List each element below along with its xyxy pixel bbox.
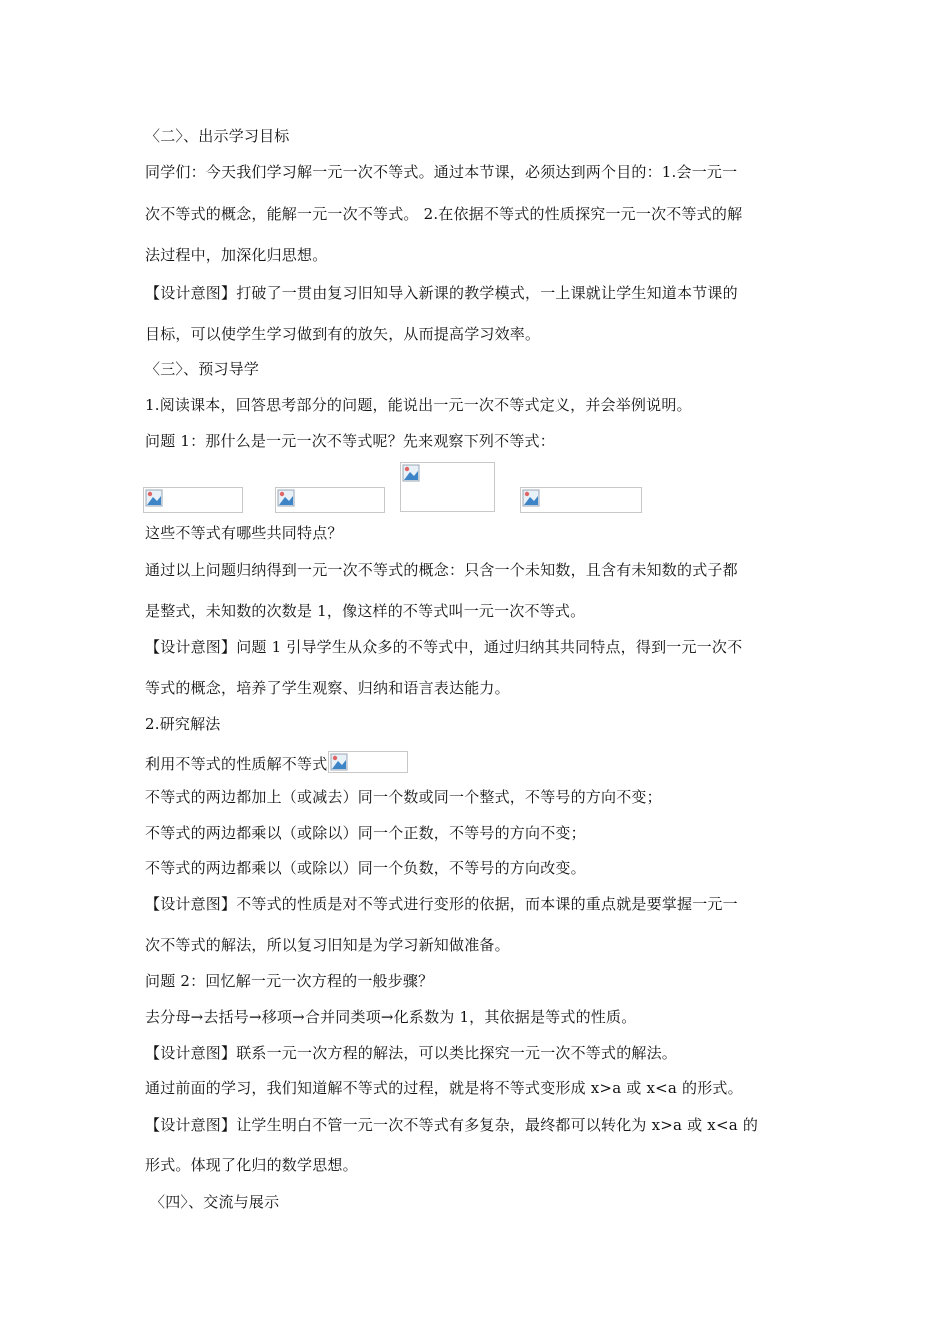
- paragraph-line: 等式的概念，培养了学生观察、归纳和语言表达能力。: [145, 679, 510, 697]
- property-line-2: 不等式的两边都乘以（或除以）同一个正数，不等号的方向不变；: [145, 824, 586, 842]
- broken-image-icon: [402, 464, 420, 482]
- section-heading-3: 〈三〉、预习导学: [145, 360, 260, 378]
- section-heading-2: 〈二〉、出示学习目标: [145, 127, 290, 145]
- question-2: 问题 2：回忆解一元一次方程的一般步骤？: [145, 972, 434, 990]
- paragraph-line-with-image: [145, 751, 815, 774]
- paragraph-line: 形式。体现了化归的数学思想。: [145, 1156, 358, 1174]
- inequality-image-4: [520, 487, 642, 513]
- inequality-image-5: [328, 751, 408, 773]
- inequality-image-3: [400, 462, 495, 512]
- broken-image-icon: [330, 753, 348, 771]
- design-intent-line: 【设计意图】打破了一贯由复习旧知导入新课的教学模式，一上课就让学生知道本节课的: [145, 284, 738, 302]
- paragraph-line: 是整式，未知数的次数是 1，像这样的不等式叫一元一次不等式。: [145, 602, 586, 620]
- section-heading-4: 〈四〉、交流与展示: [150, 1193, 280, 1211]
- design-intent-line: 【设计意图】联系一元一次方程的解法，可以类比探究一元一次不等式的解法。: [145, 1044, 678, 1062]
- paragraph-line: 通过以上问题归纳得到一元一次不等式的概念：只含一个未知数，且含有未知数的式子都: [145, 561, 738, 579]
- inequality-image-2: [275, 487, 385, 513]
- paragraph-line: 这些不等式有哪些共同特点？: [145, 524, 343, 542]
- paragraph-line: 通过前面的学习，我们知道解不等式的过程，就是将不等式变形成 x>a 或 x<a 的形式。: [145, 1079, 743, 1097]
- paragraph-line: 1.阅读课本，回答思考部分的问题，能说出一元一次不等式定义，并会举例说明。: [145, 396, 692, 414]
- design-intent-line: 【设计意图】让学生明白不管一元一次不等式有多复杂，最终都可以转化为 x>a 或 x<a 的: [145, 1116, 759, 1134]
- property-line-3: 不等式的两边都乘以（或除以）同一个负数，不等号的方向改变。: [145, 859, 586, 877]
- broken-image-icon: [277, 489, 295, 507]
- broken-image-icon: [522, 489, 540, 507]
- paragraph-text: 利用不等式的性质解不等式: [145, 755, 328, 773]
- paragraph-line: 目标，可以使学生学习做到有的放矢，从而提高学习效率。: [145, 325, 541, 343]
- property-line-1: 不等式的两边都加上（或减去）同一个数或同一个整式，不等号的方向不变；: [145, 788, 662, 806]
- paragraph-line: 法过程中，加深化归思想。: [145, 246, 328, 264]
- inequality-image-1: [143, 487, 243, 513]
- design-intent-line: 【设计意图】问题 1 引导学生从众多的不等式中，通过归纳其共同特点，得到一元一次不: [145, 638, 743, 656]
- question-1: 问题 1：那什么是一元一次不等式呢？先来观察下列不等式：: [145, 432, 555, 450]
- design-intent-line: 【设计意图】不等式的性质是对不等式进行变形的依据，而本课的重点就是要掌握一元一: [145, 895, 738, 913]
- paragraph-line: 同学们：今天我们学习解一元一次不等式。通过本节课，必须达到两个目的：1.会一元一: [145, 163, 738, 181]
- paragraph-line: 去分母→去括号→移项→合并同类项→化系数为 1，其依据是等式的性质。: [145, 1008, 637, 1026]
- broken-image-icon: [145, 489, 163, 507]
- paragraph-line: 次不等式的解法，所以复习旧知是为学习新知做准备。: [145, 936, 510, 954]
- paragraph-line: 次不等式的概念，能解一元一次不等式。 2.在依据不等式的性质探究一元一次不等式的解: [145, 205, 743, 223]
- subheading-solution: 2.研究解法: [145, 715, 221, 733]
